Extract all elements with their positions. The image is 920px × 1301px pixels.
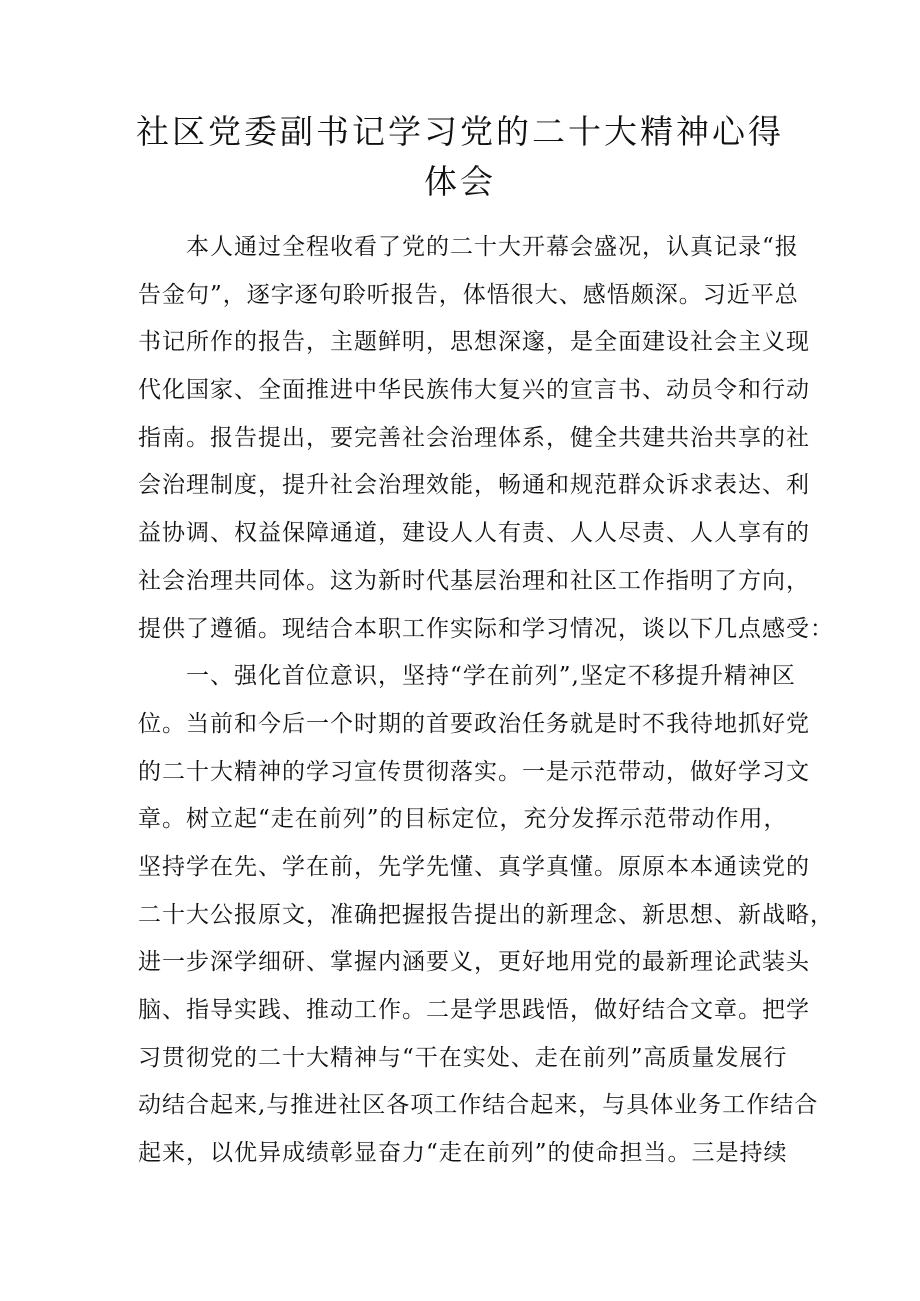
paragraph-line: 指南。报告提出，要完善社会治理体系，健全共建共治共享的社	[138, 425, 810, 451]
paragraph-line: 代化国家、全面推进中华民族伟大复兴的宣言书、动员令和行动	[138, 377, 810, 403]
document-title-line-2: 体会	[424, 162, 496, 201]
paragraph-line: 一、强化首位意识，坚持“学在前列”,坚定不移提升精神区	[186, 663, 796, 689]
document-title-line-1: 社区党委副书记学习党的二十大精神心得	[136, 112, 784, 151]
paragraph-line: 告金句”，逐字逐句聆听报告，体悟很大、感悟颇深。习近平总	[138, 282, 799, 308]
paragraph-line: 益协调、权益保障通道，建设人人有责、人人尽责、人人享有的	[138, 520, 810, 546]
paragraph-line: 习贯彻党的二十大精神与“干在实处、走在前列”高质量发展行	[138, 1045, 788, 1071]
paragraph-line: 坚持学在先、学在前，先学先懂、真学真懂。原原本本通读党的	[138, 854, 810, 880]
paragraph-line: 提供了遵循。现结合本职工作实际和学习情况，谈以下几点感受：	[138, 616, 834, 642]
paragraph-line: 起来，以优异成绩彰显奋力“走在前列”的使命担当。三是持续	[138, 1140, 788, 1166]
paragraph-line: 脑、指导实践、推动工作。二是学思践悟，做好结合文章。把学	[138, 997, 810, 1023]
paragraph-line: 动结合起来,与推进社区各项工作结合起来，与具体业务工作结合	[138, 1092, 819, 1118]
paragraph-line: 本人通过全程收看了党的二十大开幕会盛况，认真记录“报	[186, 234, 799, 260]
paragraph-line: 进一步深学细研、掌握内涵要义，更好地用党的最新理论武装头	[138, 949, 810, 975]
paragraph-line: 章。树立起“走在前列”的目标定位，充分发挥示范带动作用，	[138, 806, 788, 832]
paragraph-line: 二十大公报原文，准确把握报告提出的新理念、新思想、新战略，	[138, 902, 834, 928]
paragraph-line: 会治理制度，提升社会治理效能，畅通和规范群众诉求表达、利	[138, 472, 810, 498]
paragraph-line: 社会治理共同体。这为新时代基层治理和社区工作指明了方向，	[138, 568, 810, 594]
paragraph-line: 书记所作的报告，主题鲜明，思想深邃，是全面建设社会主义现	[138, 329, 810, 355]
paragraph-line: 的二十大精神的学习宣传贯彻落实。一是示范带动，做好学习文	[138, 759, 810, 785]
paragraph-line: 位。当前和今后一个时期的首要政治任务就是时不我待地抓好党	[138, 711, 810, 737]
